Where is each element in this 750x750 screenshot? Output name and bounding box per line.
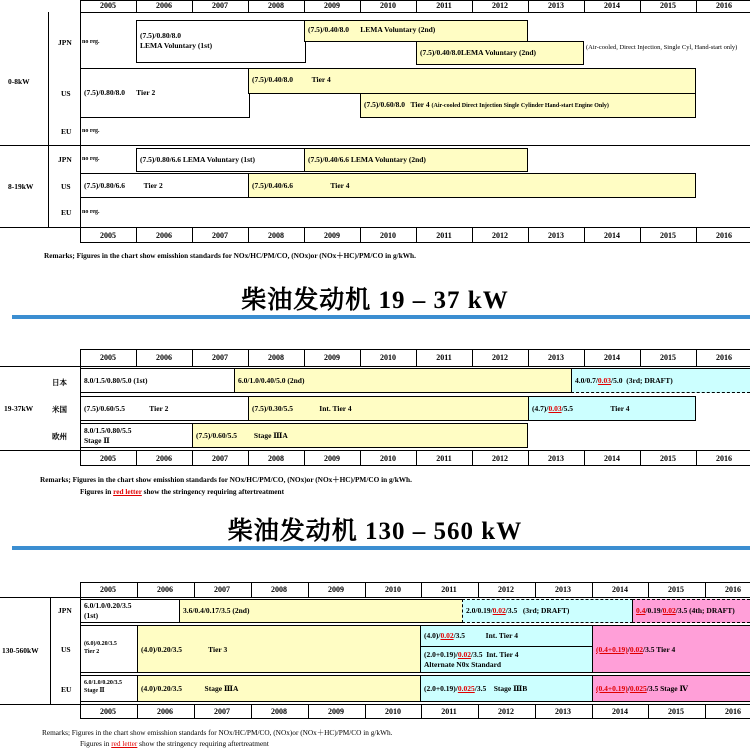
cell-text: (7.5)/0.40/8.0LEMA Voluntary (2nd) xyxy=(420,48,537,57)
year-label: 2013 xyxy=(555,707,571,716)
year-label: 2010 xyxy=(380,353,396,362)
year-label: 2005 xyxy=(100,707,116,716)
cell-text: /3.5 (4th; DRAFT) xyxy=(675,606,735,615)
cell-text-red: 0.03 xyxy=(597,376,612,385)
cell-text: 6.0/1.0/0.40/5.0 (2nd) xyxy=(238,376,305,385)
region-us: US xyxy=(61,645,71,654)
cell-text-red: 0.02 xyxy=(440,631,454,640)
year-label: 2011 xyxy=(436,454,452,463)
no-reg-label: no reg. xyxy=(82,39,100,45)
cell-text: Stage Ⅱ xyxy=(84,436,110,445)
year-label: 2016 xyxy=(716,1,732,10)
region-jpn: JPN xyxy=(58,155,72,164)
region-eu: EU xyxy=(61,127,72,136)
cell-eu-stage3a xyxy=(137,675,421,702)
year-label: 2009 xyxy=(324,454,340,463)
jpn-note: (Air-cooled, Direct Injection, Single Cyl, Hand-start only) xyxy=(586,44,738,51)
no-reg-label: no reg. xyxy=(82,156,100,162)
remark-red-letter xyxy=(80,739,269,748)
cell-jp-3rd-draft xyxy=(571,368,750,393)
cell-us-tier4 xyxy=(528,396,696,421)
cell-text: 6.0/1.0/0.20/3.5 xyxy=(84,680,123,686)
cell-text: (7.5)/0.80/8.0 xyxy=(140,31,182,40)
cell-text-red: (0.4+0.19) xyxy=(596,645,628,654)
year-label: 2009 xyxy=(328,585,344,594)
year-label: 2006 xyxy=(157,585,173,594)
cell-text: (6.0)/0.20/3.5 xyxy=(84,641,117,647)
cell-text: (7.5)/0.80/6.6 Tier 2 xyxy=(84,181,163,190)
cell-text: 2.0/0.19/ xyxy=(466,606,493,615)
cell-text: 6.0/1.0/0.20/3.5 xyxy=(84,601,132,610)
cell-text: (2.0+0.19)/ xyxy=(424,650,458,659)
year-label: 2007 xyxy=(214,707,230,716)
region-us: US xyxy=(61,182,71,191)
region-jpn: JPN xyxy=(58,606,72,615)
year-label: 2013 xyxy=(548,353,564,362)
cell-text-red: 0.02 xyxy=(629,645,643,654)
remark-text: show the stringency requiring aftertreatment xyxy=(141,487,285,496)
title-underline xyxy=(12,315,750,319)
year-label: 2009 xyxy=(324,231,340,240)
region-japan: 日本 xyxy=(52,378,67,387)
cell-text: /3.5 Int. Tier 4 xyxy=(453,631,518,640)
year-label: 2016 xyxy=(725,585,741,594)
cell-text-red: 0.03 xyxy=(548,404,562,413)
year-label: 2014 xyxy=(612,707,628,716)
cell-eu-stage2 xyxy=(80,675,139,702)
year-label: 2007 xyxy=(212,1,228,10)
year-label: 2016 xyxy=(716,454,732,463)
year-label: 2012 xyxy=(492,454,508,463)
year-label: 2013 xyxy=(548,1,564,10)
year-label: 2005 xyxy=(100,585,116,594)
year-label: 2008 xyxy=(268,1,284,10)
cell-us-tier3 xyxy=(137,625,421,673)
year-label: 2015 xyxy=(660,353,676,362)
remark: Remarks; Figures in the chart show emisshion standards for NOx/HC/PM/CO, (NOx)or (NOx＋HC)/PM/CO in g/kWh. xyxy=(40,475,412,484)
remark-text-red: red letter xyxy=(111,739,138,748)
cell-jpn2-lema-2nd xyxy=(304,148,528,172)
year-label: 2011 xyxy=(436,353,452,362)
cell-text: LEMA Voluntary (1st) xyxy=(140,41,213,50)
cell-text: (7.5)/0.60/5.5 Stage ⅢA xyxy=(196,431,288,440)
cell-us-int-tier4 xyxy=(420,625,593,647)
year-label: 2014 xyxy=(612,585,628,594)
title-underline xyxy=(12,546,750,550)
cell-text: (7.5)/0.40/6.6 Tier 4 xyxy=(252,181,350,190)
cell-text: /3.5 Stage ⅢB xyxy=(474,684,528,693)
section-title-130-560kw: 柴油发动机 130 – 560 kW xyxy=(227,518,523,545)
cell-eu-stage3a xyxy=(192,423,528,448)
year-label: 2016 xyxy=(716,353,732,362)
cell-text-red: 0.025 xyxy=(457,684,475,693)
year-label: 2009 xyxy=(328,707,344,716)
cell-text: (7.5)/0.60/5.5 Tier 2 xyxy=(84,404,169,413)
cell-text: / xyxy=(627,645,630,654)
year-label: 2008 xyxy=(268,231,284,240)
cell-us-int-tier4-alt xyxy=(420,646,593,673)
cell-jpn-lema-2nd xyxy=(304,20,528,42)
year-label: 2008 xyxy=(271,585,287,594)
year-label: 2014 xyxy=(604,353,620,362)
cell-text: (4.0)/ xyxy=(424,631,441,640)
year-label: 2005 xyxy=(100,353,116,362)
row-label-0-8kw: 0-8kW xyxy=(8,77,30,86)
year-label: 2013 xyxy=(548,231,564,240)
cell-jp-1st xyxy=(80,368,238,393)
cell-text: (4.0)/0.20/3.5 Stage ⅢA xyxy=(141,684,239,693)
year-label: 2011 xyxy=(441,585,457,594)
cell-text: / xyxy=(627,684,630,693)
cell-text: (7.5)/0.40/8.0 LEMA Voluntary (2nd) xyxy=(308,25,436,34)
year-label: 2008 xyxy=(268,353,284,362)
year-label: 2011 xyxy=(441,707,457,716)
year-label: 2006 xyxy=(157,707,173,716)
remark: Remarks; Figures in the chart show emisshion standards for NOx/HC/PM/CO, (NOx)or (NOx＋HC)/PM/CO in g/kWh. xyxy=(44,251,416,260)
year-label: 2006 xyxy=(156,454,172,463)
cell-text: 4.0/0.7/ xyxy=(575,376,598,385)
row-label-8-19kw: 8-19kW xyxy=(8,182,34,191)
cell-text-red: 0.02 xyxy=(492,606,506,615)
cell-text-red: 0.025 xyxy=(629,684,647,693)
year-label: 2007 xyxy=(214,585,230,594)
remark-text: Figures in xyxy=(80,487,114,496)
year-label: 2005 xyxy=(100,1,116,10)
cell-text: Stage Ⅱ xyxy=(84,688,105,694)
region-jpn: JPN xyxy=(58,38,72,47)
cell-us-tier4 xyxy=(248,68,696,94)
section-title-19-37kw: 柴油发动机 19 – 37 kW xyxy=(241,287,509,314)
year-label: 2007 xyxy=(212,454,228,463)
cell-text: (7.5)/0.80/6.6 LEMA Voluntary (1st) xyxy=(140,155,256,164)
year-label: 2012 xyxy=(492,353,508,362)
remark-text: show the stringency requiring aftertreatment xyxy=(137,739,269,748)
cell-text: (7.5)/0.40/8.0 Tier 4 xyxy=(252,75,331,84)
cell-jpn2-lema-1st xyxy=(136,148,306,172)
cell-jpn-2nd xyxy=(179,599,465,623)
year-label: 2006 xyxy=(156,231,172,240)
cell-us-tier2 xyxy=(80,625,139,673)
year-label: 2012 xyxy=(492,1,508,10)
cell-text: (1st) xyxy=(84,611,99,620)
cell-text: (7.5)/0.40/6.6 LEMA Voluntary (2nd) xyxy=(308,155,426,164)
year-label: 2009 xyxy=(324,1,340,10)
cell-us-tier2 xyxy=(80,68,250,118)
cell-jpn-lema-2nd-special xyxy=(416,41,584,65)
year-label: 2015 xyxy=(660,454,676,463)
cell-jpn-4th-draft xyxy=(632,599,750,623)
cell-text: (7.5)/0.80/8.0 Tier 2 xyxy=(84,88,156,97)
cell-text: (4.7)/ xyxy=(532,404,549,413)
cell-text: (7.5)/0.30/5.5 Int. Tier 4 xyxy=(252,404,352,413)
cell-text-red: (0.4+0.19) xyxy=(596,684,628,693)
region-eu: EU xyxy=(61,208,72,217)
year-label: 2016 xyxy=(716,231,732,240)
cell-text: /3.5 (3rd; DRAFT) xyxy=(505,606,570,615)
cell-text: 8.0/1.5/0.80/5.5 xyxy=(84,426,132,435)
year-label: 2015 xyxy=(668,585,684,594)
cell-eu-stage4 xyxy=(592,675,750,702)
cell-jp-2nd xyxy=(234,368,572,393)
no-reg-label: no reg. xyxy=(82,209,100,215)
cell-text: 8.0/1.5/0.80/5.0 (1st) xyxy=(84,376,148,385)
row-label-19-37kw: 19-37kW xyxy=(4,404,34,413)
cell-us2-tier2 xyxy=(80,173,250,198)
year-label: 2015 xyxy=(660,1,676,10)
cell-text: /0.19/ xyxy=(645,606,663,615)
row-label-130-560kw: 130-560kW xyxy=(2,646,39,655)
cell-text: /3.5 Stage Ⅳ xyxy=(646,684,688,693)
cell-text: (7.5)/0.60/8.0 Tier 4 xyxy=(364,100,430,109)
year-label: 2010 xyxy=(385,585,401,594)
year-label: 2007 xyxy=(212,353,228,362)
year-label: 2012 xyxy=(498,707,514,716)
remark-red-letter xyxy=(80,487,284,496)
year-label: 2008 xyxy=(271,707,287,716)
cell-text: /5.5 Tier 4 xyxy=(561,404,630,413)
year-label: 2011 xyxy=(436,231,452,240)
cell-text: 3.6/0.4/0.17/3.5 (2nd) xyxy=(183,606,250,615)
year-label: 2009 xyxy=(324,353,340,362)
year-label: 2011 xyxy=(436,1,452,10)
cell-us-tier4-special xyxy=(360,93,696,118)
cell-text-red: 0.4 xyxy=(636,606,646,615)
cell-text-red: 0.02 xyxy=(662,606,676,615)
remark-text-red: red letter xyxy=(113,487,142,496)
remark: Remarks; Figures in the chart show emisshion standards for NOx/HC/PM/CO, (NOx)or (NOx＋HC)/PM/CO in g/kWh. xyxy=(42,728,393,737)
year-label: 2010 xyxy=(385,707,401,716)
year-label: 2012 xyxy=(498,585,514,594)
cell-jpn-lema-1st xyxy=(136,20,306,63)
year-label: 2016 xyxy=(725,707,741,716)
year-label: 2010 xyxy=(380,454,396,463)
cell-text: (4.0)/0.20/3.5 Tier 3 xyxy=(141,645,228,654)
year-label: 2015 xyxy=(668,707,684,716)
region-us: US xyxy=(61,89,71,98)
cell-eu-stage2 xyxy=(80,423,194,448)
remark-text: Figures in xyxy=(80,739,112,748)
cell-text: /5.0 (3rd; DRAFT) xyxy=(611,376,673,385)
year-label: 2014 xyxy=(604,454,620,463)
year-label: 2010 xyxy=(380,1,396,10)
cell-us-tier2 xyxy=(80,396,250,421)
region-usa: 米国 xyxy=(52,405,67,414)
cell-jpn-1st xyxy=(80,599,180,623)
cell-jpn-3rd-draft xyxy=(462,599,633,623)
cell-text: Alternate N0x Standard xyxy=(424,660,502,669)
cell-text-red: 0.02 xyxy=(457,650,471,659)
cell-text: Tier 2 xyxy=(84,649,100,655)
year-label: 2014 xyxy=(604,231,620,240)
region-eu: EU xyxy=(61,685,72,694)
year-label: 2006 xyxy=(156,353,172,362)
year-label: 2013 xyxy=(548,454,564,463)
cell-text: (2.0+0.19)/ xyxy=(424,684,458,693)
cell-text: /3.5 Tier 4 xyxy=(643,645,676,654)
year-label: 2007 xyxy=(212,231,228,240)
cell-text: /3.5 Int. Tier 4 xyxy=(470,650,519,659)
year-label: 2005 xyxy=(100,454,116,463)
cell-note: (Air-cooled Direct Injection Single Cylinder Hand-start Engine Only) xyxy=(431,103,609,109)
year-label: 2005 xyxy=(100,231,116,240)
no-reg-label: no reg. xyxy=(82,128,100,134)
cell-us-tier4 xyxy=(592,625,750,673)
year-label: 2006 xyxy=(156,1,172,10)
year-label: 2013 xyxy=(555,585,571,594)
year-label: 2014 xyxy=(604,1,620,10)
year-label: 2015 xyxy=(660,231,676,240)
cell-us2-tier4 xyxy=(248,173,696,198)
year-label: 2008 xyxy=(268,454,284,463)
cell-eu-stage3b xyxy=(420,675,593,702)
region-europe: 欧州 xyxy=(52,432,67,441)
cell-us-int-tier4 xyxy=(248,396,530,421)
year-label: 2012 xyxy=(492,231,508,240)
year-label: 2010 xyxy=(380,231,396,240)
